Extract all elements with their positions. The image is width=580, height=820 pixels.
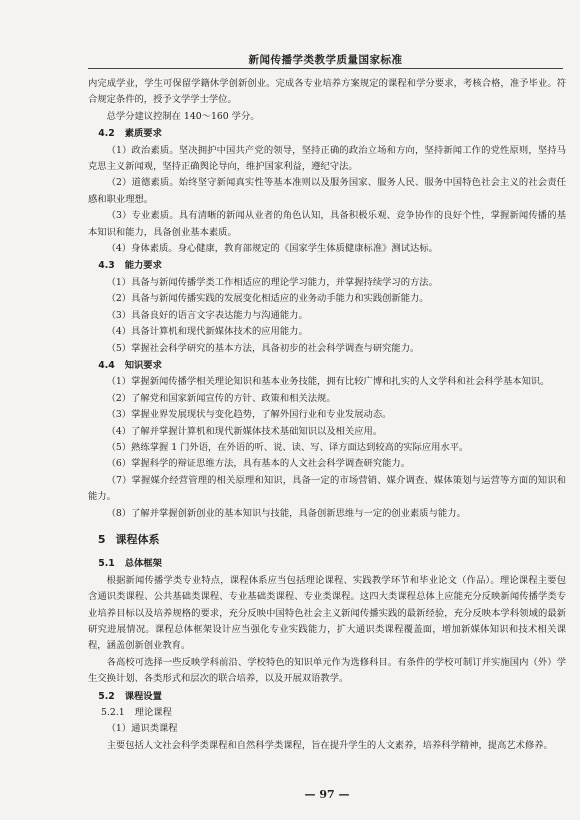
section-title: 知识要求: [124, 359, 162, 371]
list-item: （2）道德素质。始终坚守新闻真实性等基本准则以及服务国家、服务人民、服务中国特色社会主义的社会责任感和职业理想。: [88, 177, 566, 205]
section-title: 素质要求: [124, 128, 162, 140]
chapter-number: 5: [97, 532, 106, 546]
section-heading-5-1: [88, 556, 566, 572]
list-item: （5）熟练掌握 1 门外语，在外语的听、说、读、写、译方面达到较高的实际应用水平。: [106, 441, 469, 453]
section-title: 能力要求: [124, 260, 162, 272]
list-item: （2）具备与新闻传播实践的发展变化相适应的业务动手能力和实践创新能力。: [106, 293, 429, 305]
list-item: （3）具备良好的语言文字表达能力与沟通能力。: [106, 309, 308, 321]
subsection-number: 5.2.1: [101, 707, 125, 719]
list-item: （4）具备计算机和现代新媒体技术的应用能力。: [106, 326, 308, 338]
section-heading-4-3: [88, 258, 566, 274]
list-item: （4）身体素质。身心健康，教育部规定的《国家学生体质健康标准》测试达标。: [106, 243, 438, 255]
body-paragraph: 各高校可选择一些反映学科前沿、学校特色的知识单元作为选修科目。有条件的学校可制订并实施国内（外）学生交换计划、各类形式和层次的联合培养，以及开展双语教学。: [88, 656, 566, 685]
subsection-item: （1）通识类课程: [106, 723, 178, 735]
section-number: 5.1: [98, 558, 115, 570]
subsection-title: 理论课程: [134, 707, 172, 719]
section-number: 4.2: [98, 128, 115, 140]
section-title: 总体框架: [124, 558, 162, 570]
body-paragraph: 根据新闻传播学类专业特点，课程体系应当包括理论课程、实践教学环节和毕业论文（作品）。理论课程主要包含通识类课程、公共基础类课程、专业基础类课程、专业类课程。这四大类课程总体上应能充分反映新闻传播学类专业培养目标以及培养规格的要求，充分反映中国特色社会主义新闻传播实践的最新经验，充分反映本学科领域的最新研究进展情况。课程总体框架设计应当强化专业实践能力，扩大通识类课程覆盖面，增加新媒体知识和技术相关课程，涵盖创新创业教育。: [88, 574, 566, 652]
body-paragraph: 主要包括人文社会科学类课程和自然科学类课程，旨在提升学生的人文素养，培养科学精神，提高艺术修养。: [106, 739, 553, 751]
list-item: （3）掌握业界发展现状与变化趋势，了解外国行业和专业发展动态。: [106, 409, 392, 421]
chapter-heading-5: [88, 532, 566, 548]
subsection-heading-5-2-1: [88, 705, 566, 721]
list-item: （1）掌握新闻传播学相关理论知识和基本业务技能，拥有比较广博和扎实的人文学科和社会科学基本知识。: [106, 376, 550, 388]
section-number: 5.2: [98, 690, 115, 702]
section-number: 4.4: [98, 359, 115, 371]
list-item: （8）了解并掌握创新创业的基本知识与技能，具备创新思维与一定的创业素质与能力。: [106, 507, 466, 519]
intro-paragraph: 内完成学业，学生可保留学籍休学创新创业。完成各专业培养方案规定的课程和学分要求，考核合格，准予毕业。符合规定条件的，授予文学学士学位。: [88, 78, 566, 106]
page-number: — 97 —: [304, 788, 350, 801]
header-rule: [88, 68, 563, 69]
list-item: （3）专业素质。具有清晰的新闻从业者的角色认知，具备积极乐观、竞争协作的良好个性，掌握新闻传播的基本知识和能力，具备创业基本素质。: [88, 210, 566, 238]
credits-paragraph: 总学分建议控制在 140～160 学分。: [106, 110, 260, 122]
page-content: [88, 76, 566, 754]
section-heading-4-2: [88, 126, 566, 142]
chapter-title: 课程体系: [115, 532, 160, 546]
list-item: （4）了解并掌握计算机和现代新媒体技术基础知识以及相关应用。: [106, 425, 383, 437]
list-item: （6）掌握科学的辩证思维方法，具有基本的人文社会科学调查研究能力。: [106, 458, 411, 470]
list-item: （2）了解党和国家新闻宣传的方针、政策和相关法规。: [106, 392, 336, 404]
section-heading-4-4: [88, 358, 566, 374]
section-title: 课程设置: [124, 690, 162, 702]
section-number: 4.3: [98, 260, 115, 272]
section-heading-5-2: [88, 689, 566, 705]
list-item: （1）具备与新闻传播学类工作相适应的理论学习能力，并掌握持续学习的方法。: [106, 276, 438, 288]
list-item: （7）掌握媒介经营管理的相关原理和知识，具备一定的市场营销、媒介调查、媒体策划与运营等方面的知识和能力。: [88, 474, 566, 503]
list-item: （5）掌握社会科学研究的基本方法，具备初步的社会科学调查与研究能力。: [106, 342, 420, 354]
list-item: （1）政治素质。坚决拥护中国共产党的领导，坚持正确的政治立场和方向，坚持新闻工作的党性原则，坚持马克思主义新闻观，坚持正确舆论导向，维护国家利益，遵纪守法。: [88, 144, 566, 173]
running-header: 新闻传播学类教学质量国家标准: [248, 54, 403, 66]
